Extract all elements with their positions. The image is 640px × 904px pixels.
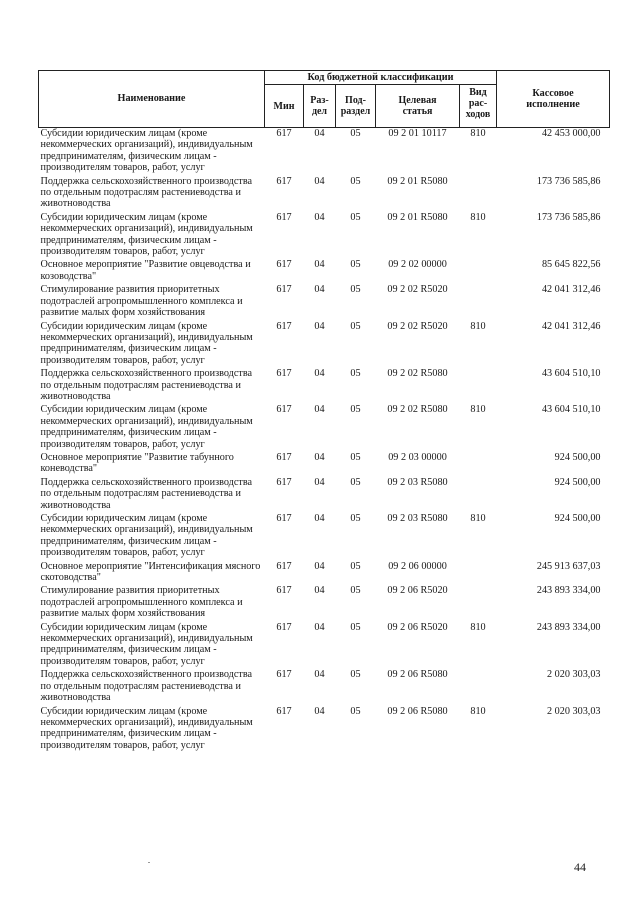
row-section: 04 <box>314 560 325 572</box>
row-expense-type: 810 <box>470 128 486 139</box>
row-expense-type <box>460 452 497 477</box>
row-expense-type <box>460 368 497 404</box>
row-name: Поддержка сельскохозяйственного производства по отдельным подотраслям растениеводства и животноводства <box>40 476 253 511</box>
row-ministry: 617 <box>276 404 292 416</box>
row-section: 04 <box>314 320 325 332</box>
row-amount: 85 645 822,56 <box>541 259 601 271</box>
row-subsection: 05 <box>350 705 361 717</box>
table-row <box>39 669 610 705</box>
row-name: Субсидии юридическим лицам (кроме некоммерческих организаций), индивидуальным предпринимателям, физическим лицам - производителям товаров, работ, услуг <box>40 513 253 559</box>
row-expense-type: 810 <box>470 404 486 416</box>
row-subsection: 05 <box>350 211 361 223</box>
table-row <box>39 321 610 369</box>
row-amount: 43 604 510,10 <box>541 368 601 380</box>
row-ministry: 617 <box>276 451 292 463</box>
row-target-item: 09 2 06 R5080 <box>387 669 448 681</box>
row-target-item: 09 2 06 R5020 <box>387 585 448 597</box>
row-target-item: 09 2 02 00000 <box>388 259 447 271</box>
row-subsection: 05 <box>350 259 361 271</box>
row-amount: 245 913 637,03 <box>536 560 601 572</box>
table-row <box>39 404 610 452</box>
row-section: 04 <box>314 175 325 187</box>
row-subsection: 05 <box>350 404 361 416</box>
row-amount: 173 736 585,86 <box>536 175 601 187</box>
row-amount: 2 020 303,03 <box>547 705 601 717</box>
table-row <box>39 706 610 754</box>
row-expense-type <box>460 259 497 284</box>
row-section: 04 <box>314 404 325 416</box>
row-ministry: 617 <box>276 513 292 524</box>
row-expense-type <box>460 477 497 513</box>
row-section: 04 <box>314 259 325 271</box>
row-ministry: 617 <box>276 175 292 187</box>
row-section: 04 <box>314 284 325 296</box>
row-name: Основное мероприятие "Развитие табунного коневодства" <box>40 451 234 475</box>
row-target-item: 09 2 03 R5080 <box>387 513 448 524</box>
row-subsection: 05 <box>350 585 361 597</box>
table-row <box>39 452 610 477</box>
row-subsection: 05 <box>350 476 361 488</box>
header-target-item: Целевая статья <box>376 85 460 128</box>
row-target-item: 09 2 06 R5080 <box>387 705 448 717</box>
header-expense-type: Вид рас- ходов <box>460 85 497 128</box>
row-section: 04 <box>314 451 325 463</box>
row-target-item: 09 2 02 R5020 <box>387 320 448 332</box>
row-ministry: 617 <box>276 669 292 681</box>
row-expense-type: 810 <box>470 320 486 332</box>
row-amount: 924 500,00 <box>554 451 601 463</box>
row-expense-type: 810 <box>470 705 486 717</box>
row-amount: 42 041 312,46 <box>541 284 601 296</box>
row-expense-type <box>460 585 497 621</box>
row-section: 04 <box>314 128 325 139</box>
row-name: Субсидии юридическим лицам (кроме некоммерческих организаций), индивидуальным предпринимателям, физическим лицам - производителям товаров, работ, услуг <box>40 404 253 450</box>
row-name: Субсидии юридическим лицам (кроме некоммерческих организаций), индивидуальным предпринимателям, физическим лицам - производителям товаров, работ, услуг <box>40 211 253 258</box>
row-ministry: 617 <box>276 320 292 332</box>
table-row <box>39 128 610 176</box>
row-subsection: 05 <box>350 669 361 681</box>
row-expense-type <box>460 561 497 586</box>
budget-execution-table-page <box>38 70 609 753</box>
row-expense-type <box>460 284 497 320</box>
table-row <box>39 176 610 212</box>
row-expense-type <box>460 176 497 212</box>
table-row <box>39 477 610 513</box>
row-name: Субсидии юридическим лицам (кроме некоммерческих организаций), индивидуальным предпринимателям, физическим лицам - производителям товаров, работ, услуг <box>40 320 253 366</box>
row-ministry: 617 <box>276 560 292 572</box>
row-name: Основное мероприятие "Развитие овцеводства и козоводства" <box>40 259 251 282</box>
row-amount: 42 041 312,46 <box>541 320 601 332</box>
row-amount: 2 020 303,03 <box>547 669 601 681</box>
row-target-item: 09 2 02 R5080 <box>387 368 448 380</box>
table-row <box>39 368 610 404</box>
row-ministry: 617 <box>276 476 292 488</box>
row-ministry: 617 <box>276 705 292 717</box>
row-ministry: 617 <box>276 585 292 597</box>
table-row <box>39 212 610 260</box>
header-name: Наименование <box>39 71 265 128</box>
row-section: 04 <box>314 669 325 681</box>
row-section: 04 <box>314 368 325 380</box>
row-ministry: 617 <box>276 211 292 223</box>
row-amount: 42 453 000,00 <box>541 128 601 139</box>
row-target-item: 09 2 01 10117 <box>388 128 447 139</box>
table-row <box>39 513 610 561</box>
row-subsection: 05 <box>350 368 361 380</box>
row-section: 04 <box>314 513 325 524</box>
header-classification-code: Код бюджетной классификации <box>265 71 497 85</box>
row-amount: 924 500,00 <box>554 476 601 488</box>
row-expense-type: 810 <box>470 621 486 633</box>
row-name: Поддержка сельскохозяйственного производства по отдельным подотраслям растениеводства и животноводства <box>40 175 253 210</box>
row-name: Поддержка сельскохозяйственного производства по отдельным подотраслям растениеводства и животноводства <box>40 368 253 402</box>
row-name: Субсидии юридическим лицам (кроме некоммерческих организаций), индивидуальным предпринимателям, физическим лицам - производителям товаров, работ, услуг <box>40 621 253 667</box>
row-expense-type: 810 <box>470 211 486 223</box>
row-amount: 173 736 585,86 <box>536 211 601 223</box>
table-row <box>39 585 610 621</box>
row-section: 04 <box>314 621 325 633</box>
row-subsection: 05 <box>350 128 361 139</box>
row-name: Поддержка сельскохозяйственного производства по отдельным подотраслям растениеводства и животноводства <box>40 669 253 704</box>
row-target-item: 09 2 02 R5020 <box>387 284 448 296</box>
row-ministry: 617 <box>276 368 292 380</box>
row-ministry: 617 <box>276 259 292 271</box>
row-target-item: 09 2 03 00000 <box>388 451 447 463</box>
header-ministry: Мин <box>265 85 304 128</box>
row-target-item: 09 2 01 R5080 <box>387 175 448 187</box>
row-target-item: 09 2 01 R5080 <box>387 211 448 223</box>
row-ministry: 617 <box>276 621 292 633</box>
table-row <box>39 284 610 320</box>
row-name: Стимулирование развития приоритетных подотраслей агропромышленного комплекса и развитие малых форм хозяйствования <box>40 284 243 319</box>
row-section: 04 <box>314 211 325 223</box>
row-section: 04 <box>314 705 325 717</box>
table-body <box>39 128 610 754</box>
page-number: 44 <box>574 860 586 874</box>
row-target-item: 09 2 06 R5020 <box>387 621 448 633</box>
table-row <box>39 561 610 586</box>
table-row <box>39 259 610 284</box>
row-target-item: 09 2 02 R5080 <box>387 404 448 416</box>
row-subsection: 05 <box>350 175 361 187</box>
row-amount: 43 604 510,10 <box>541 404 601 416</box>
row-ministry: 617 <box>276 284 292 296</box>
header-section: Раз- дел <box>304 85 336 128</box>
row-subsection: 05 <box>350 451 361 463</box>
row-name: Стимулирование развития приоритетных подотраслей агропромышленного комплекса и развитие малых форм хозяйствования <box>40 585 243 620</box>
budget-table <box>38 70 610 753</box>
row-amount: 243 893 334,00 <box>536 585 601 597</box>
scan-mark <box>148 862 150 863</box>
table-header <box>39 71 610 128</box>
row-name: Субсидии юридическим лицам (кроме некоммерческих организаций), индивидуальным предпринимателям, физическим лицам - производителям товаров, работ, услуг <box>40 705 253 751</box>
table-row <box>39 622 610 670</box>
row-amount: 243 893 334,00 <box>536 621 601 633</box>
row-section: 04 <box>314 585 325 597</box>
header-cash-execution: Кассовое исполнение <box>497 71 610 128</box>
row-target-item: 09 2 06 00000 <box>388 560 447 572</box>
header-subsection: Под- раздел <box>336 85 376 128</box>
row-subsection: 05 <box>350 284 361 296</box>
row-subsection: 05 <box>350 513 361 524</box>
row-expense-type <box>460 669 497 705</box>
row-name: Субсидии юридическим лицам (кроме некоммерческих организаций), индивидуальным предпринимателям, физическим лицам - производителям товаров, работ, услуг <box>40 128 253 174</box>
row-expense-type: 810 <box>470 513 486 524</box>
row-subsection: 05 <box>350 320 361 332</box>
row-section: 04 <box>314 476 325 488</box>
row-ministry: 617 <box>276 128 292 139</box>
row-subsection: 05 <box>350 621 361 633</box>
row-target-item: 09 2 03 R5080 <box>387 476 448 488</box>
row-amount: 924 500,00 <box>554 513 601 524</box>
row-name: Основное мероприятие "Интенсификация мясного скотоводства" <box>40 560 261 584</box>
row-subsection: 05 <box>350 560 361 572</box>
